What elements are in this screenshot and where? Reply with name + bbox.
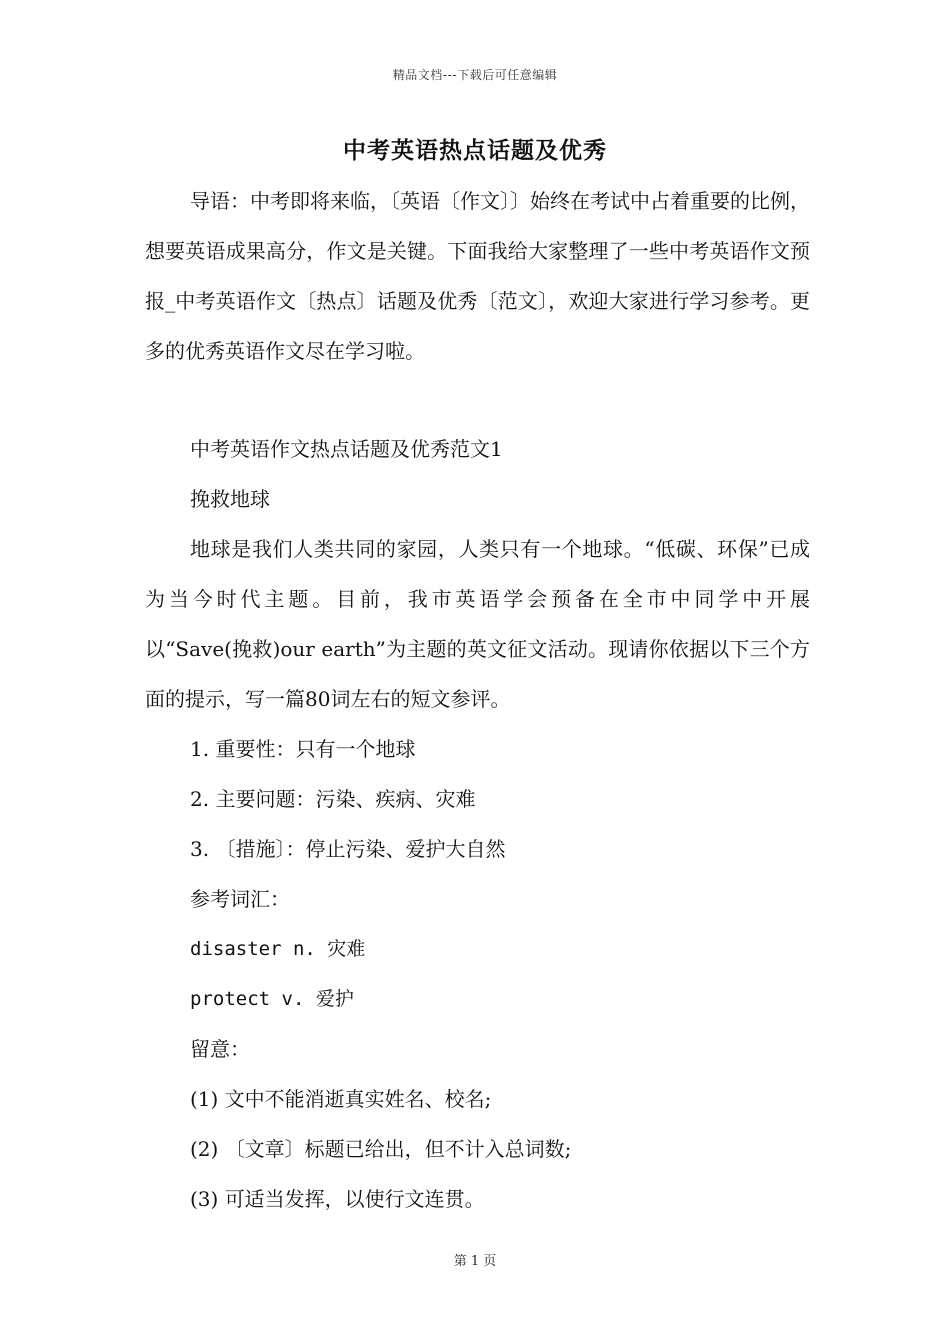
point-item: 1. 重要性：只有一个地球 <box>190 737 416 761</box>
note-item: (2) 〔文章〕标题已给出，但不计入总词数; <box>190 1137 572 1161</box>
essay-title: 挽救地球 <box>190 487 270 511</box>
vocab-item: protect v. 爱护 <box>190 988 354 1010</box>
intro-section <box>145 176 810 376</box>
header-note: 精品文档---下载后可任意编辑 <box>392 68 558 82</box>
point-item: 2. 主要问题：污染、疾病、灾难 <box>190 787 476 811</box>
point-item: 3. 〔措施〕：停止污染、爱护大自然 <box>190 837 506 861</box>
document-title: 中考英语热点话题及优秀 <box>343 137 607 164</box>
note-item: (1) 文中不能消逝真实姓名、校名; <box>190 1087 492 1111</box>
essay-section <box>145 424 810 1224</box>
prompt-paragraph: 地球是我们人类共同的家园，人类只有一个地球。“低碳、环保”已成为当今时代主题。目前，我市英语学会预备在全市中同学中开展以“Save(挽救)our earth”为主题的英文征文活动。现请你依据以下三个方面的提示，写一篇80词左右的短文参评。 <box>145 537 810 711</box>
section-heading: 中考英语作文热点话题及优秀范文1 <box>190 437 503 461</box>
vocab-item: disaster n. 灾难 <box>190 938 366 960</box>
page-number: 第 1 页 <box>453 1254 497 1269</box>
notes-label: 留意： <box>190 1037 250 1061</box>
vocab-label: 参考词汇： <box>190 887 290 911</box>
intro-paragraph: 导语：中考即将来临，〔英语〔作文〕〕始终在考试中占着重要的比例，想要英语成果高分，作文是关键。下面我给大家整理了一些中考英语作文预报_中考英语作文〔热点〕话题及优秀〔范文〕，欢迎大家进行学习参考。更多的优秀英语作文尽在学习啦。 <box>145 189 810 363</box>
note-item: (3) 可适当发挥，以使行文连贯。 <box>190 1187 485 1211</box>
